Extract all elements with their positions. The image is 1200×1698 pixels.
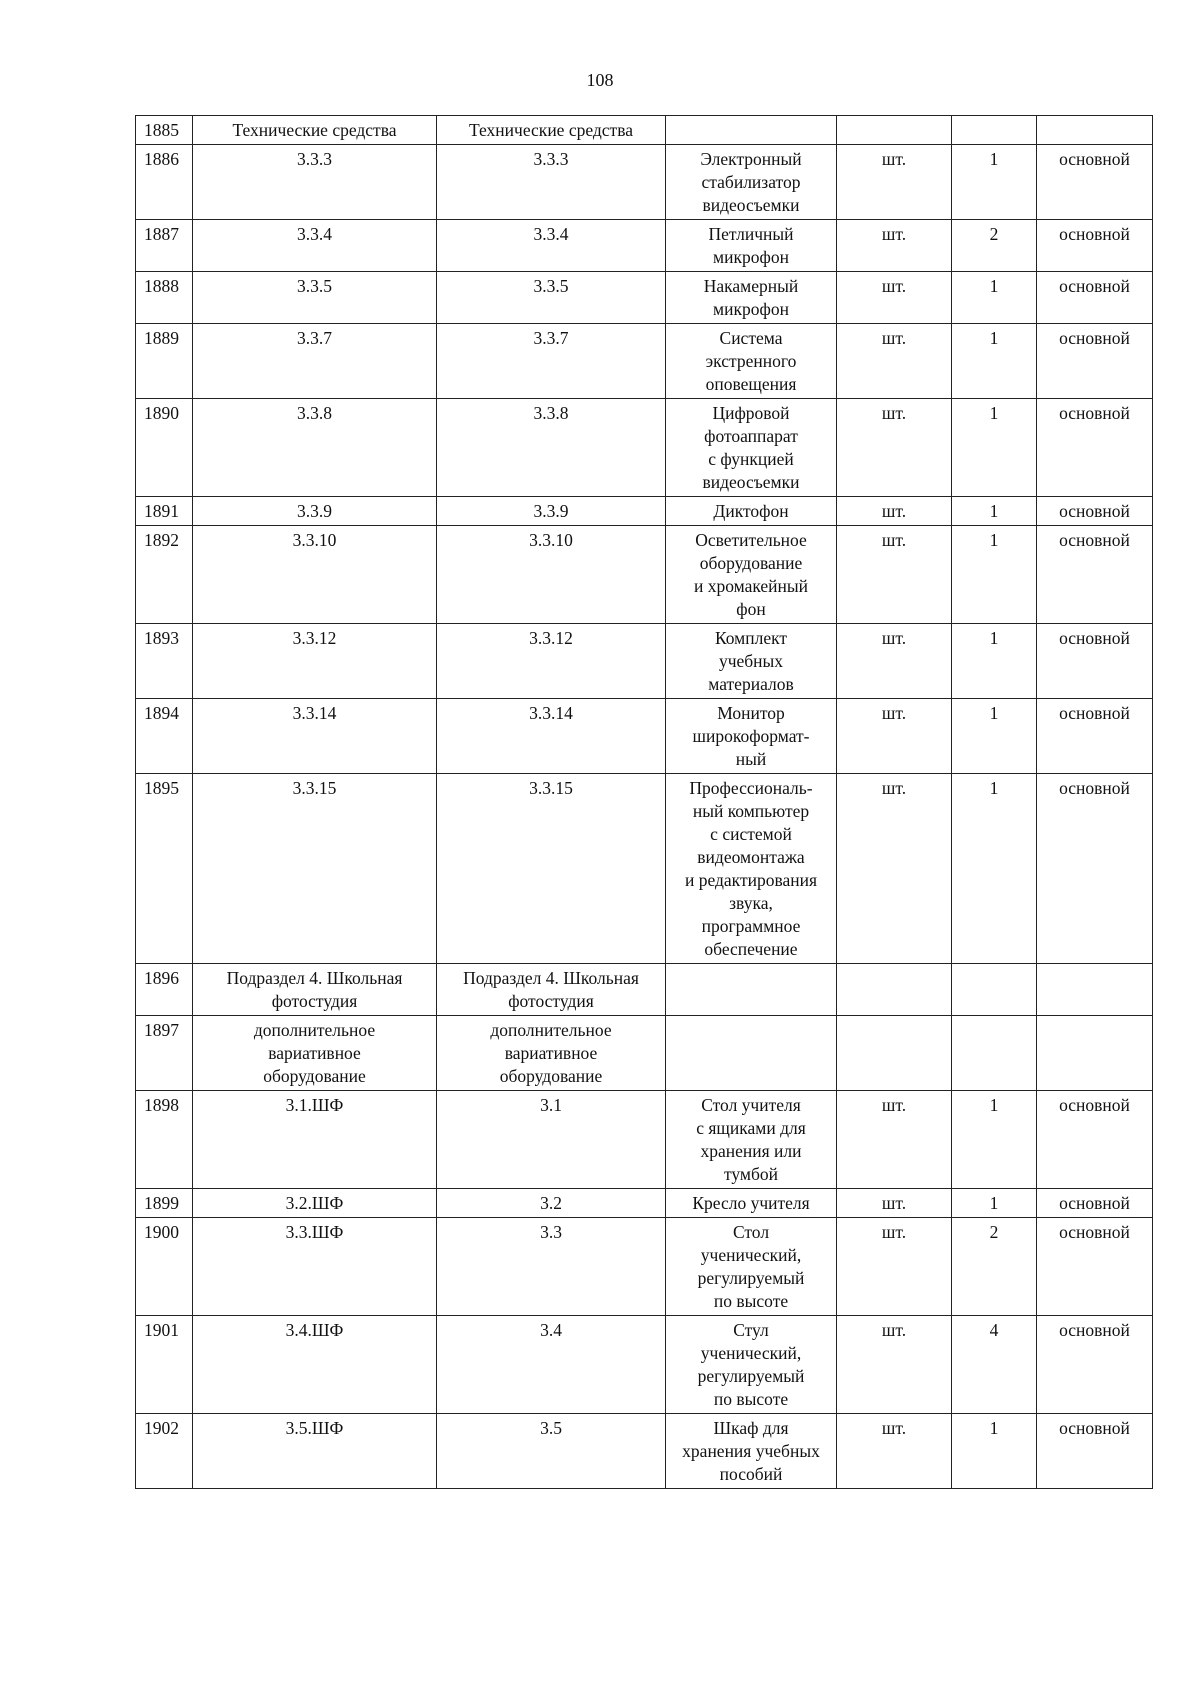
item-name-cell: Цифровой фотоаппарат с функцией видеосъемки — [666, 399, 837, 497]
type-cell: основной — [1037, 1414, 1153, 1489]
unit-cell: шт. — [837, 699, 952, 774]
code-cell: Подраздел 4. Школьная фотостудия — [193, 964, 437, 1016]
row-number-cell: 1898 — [136, 1091, 193, 1189]
code-cell: 3.3.ШФ — [193, 1218, 437, 1316]
table-row — [136, 964, 1153, 1016]
quantity-cell: 1 — [952, 624, 1037, 699]
item-name-cell: Профессиональ- ный компьютер с системой видеомонтажа и редактирования звука, программное обеспечение — [666, 774, 837, 964]
item-name-cell: Комплект учебных материалов — [666, 624, 837, 699]
code-cell: 3.3.7 — [193, 324, 437, 399]
table-row — [136, 1218, 1153, 1316]
row-number-cell: 1885 — [136, 116, 193, 145]
item-name-cell: Шкаф для хранения учебных пособий — [666, 1414, 837, 1489]
type-cell: основной — [1037, 699, 1153, 774]
item-name-cell — [666, 116, 837, 145]
type-cell — [1037, 1016, 1153, 1091]
unit-cell: шт. — [837, 272, 952, 324]
item-name-cell: Осветительное оборудование и хромакейный фон — [666, 526, 837, 624]
type-cell — [1037, 116, 1153, 145]
row-number-cell: 1902 — [136, 1414, 193, 1489]
unit-cell: шт. — [837, 497, 952, 526]
unit-cell: шт. — [837, 1316, 952, 1414]
subcode-cell: 3.3.3 — [437, 145, 666, 220]
row-number-cell: 1899 — [136, 1189, 193, 1218]
unit-cell: шт. — [837, 526, 952, 624]
item-name-cell: Система экстренного оповещения — [666, 324, 837, 399]
row-number-cell: 1900 — [136, 1218, 193, 1316]
item-name-cell: Стул ученический, регулируемый по высоте — [666, 1316, 837, 1414]
subcode-cell: 3.5 — [437, 1414, 666, 1489]
quantity-cell — [952, 964, 1037, 1016]
item-name-cell — [666, 1016, 837, 1091]
subcode-cell: 3.3.8 — [437, 399, 666, 497]
code-cell: 3.3.15 — [193, 774, 437, 964]
subcode-cell: дополнительное вариативное оборудование — [437, 1016, 666, 1091]
unit-cell — [837, 116, 952, 145]
row-number-cell: 1895 — [136, 774, 193, 964]
table-row — [136, 324, 1153, 399]
code-cell: дополнительное вариативное оборудование — [193, 1016, 437, 1091]
quantity-cell: 1 — [952, 774, 1037, 964]
unit-cell — [837, 1016, 952, 1091]
table-row — [136, 526, 1153, 624]
item-name-cell — [666, 964, 837, 1016]
subcode-cell: 3.1 — [437, 1091, 666, 1189]
row-number-cell: 1889 — [136, 324, 193, 399]
subcode-cell: 3.4 — [437, 1316, 666, 1414]
subcode-cell: 3.3.14 — [437, 699, 666, 774]
item-name-cell: Электронный стабилизатор видеосъемки — [666, 145, 837, 220]
subcode-cell: 3.3.12 — [437, 624, 666, 699]
code-cell: 3.3.9 — [193, 497, 437, 526]
unit-cell: шт. — [837, 1414, 952, 1489]
type-cell: основной — [1037, 399, 1153, 497]
table-row — [136, 145, 1153, 220]
subcode-cell: 3.3 — [437, 1218, 666, 1316]
row-number-cell: 1897 — [136, 1016, 193, 1091]
table-row — [136, 624, 1153, 699]
row-number-cell: 1892 — [136, 526, 193, 624]
table-row — [136, 1091, 1153, 1189]
type-cell: основной — [1037, 220, 1153, 272]
row-number-cell: 1896 — [136, 964, 193, 1016]
code-cell: 3.3.3 — [193, 145, 437, 220]
type-cell: основной — [1037, 624, 1153, 699]
item-name-cell: Диктофон — [666, 497, 837, 526]
quantity-cell — [952, 116, 1037, 145]
table-row — [136, 116, 1153, 145]
unit-cell: шт. — [837, 399, 952, 497]
subcode-cell: 3.3.7 — [437, 324, 666, 399]
row-number-cell: 1888 — [136, 272, 193, 324]
quantity-cell: 1 — [952, 497, 1037, 526]
table-row — [136, 774, 1153, 964]
item-name-cell: Кресло учителя — [666, 1189, 837, 1218]
table-row — [136, 497, 1153, 526]
code-cell: 3.3.12 — [193, 624, 437, 699]
subcode-cell: 3.3.4 — [437, 220, 666, 272]
quantity-cell: 1 — [952, 145, 1037, 220]
type-cell: основной — [1037, 1189, 1153, 1218]
unit-cell: шт. — [837, 220, 952, 272]
equipment-table — [135, 115, 1153, 1489]
row-number-cell: 1886 — [136, 145, 193, 220]
subcode-cell: 3.3.10 — [437, 526, 666, 624]
code-cell: 3.3.5 — [193, 272, 437, 324]
subcode-cell: 3.3.5 — [437, 272, 666, 324]
item-name-cell: Стол ученический, регулируемый по высоте — [666, 1218, 837, 1316]
code-cell: 3.3.14 — [193, 699, 437, 774]
type-cell: основной — [1037, 1316, 1153, 1414]
quantity-cell: 1 — [952, 272, 1037, 324]
type-cell: основной — [1037, 145, 1153, 220]
type-cell: основной — [1037, 526, 1153, 624]
quantity-cell: 1 — [952, 324, 1037, 399]
type-cell — [1037, 964, 1153, 1016]
quantity-cell: 1 — [952, 526, 1037, 624]
subcode-cell: Подраздел 4. Школьная фотостудия — [437, 964, 666, 1016]
quantity-cell: 1 — [952, 1091, 1037, 1189]
code-cell: 3.5.ШФ — [193, 1414, 437, 1489]
subcode-cell: 3.2 — [437, 1189, 666, 1218]
row-number-cell: 1890 — [136, 399, 193, 497]
table-row — [136, 1414, 1153, 1489]
quantity-cell: 1 — [952, 399, 1037, 497]
subcode-cell: 3.3.9 — [437, 497, 666, 526]
type-cell: основной — [1037, 324, 1153, 399]
item-name-cell: Накамерный микрофон — [666, 272, 837, 324]
code-cell: 3.3.8 — [193, 399, 437, 497]
table-row — [136, 220, 1153, 272]
subcode-cell: Технические средства — [437, 116, 666, 145]
code-cell: 3.4.ШФ — [193, 1316, 437, 1414]
page-number: 108 — [586, 70, 614, 90]
code-cell: 3.3.10 — [193, 526, 437, 624]
unit-cell — [837, 964, 952, 1016]
quantity-cell: 2 — [952, 220, 1037, 272]
row-number-cell: 1887 — [136, 220, 193, 272]
item-name-cell: Монитор широкоформат- ный — [666, 699, 837, 774]
table-row — [136, 1016, 1153, 1091]
row-number-cell: 1894 — [136, 699, 193, 774]
row-number-cell: 1901 — [136, 1316, 193, 1414]
code-cell: 3.1.ШФ — [193, 1091, 437, 1189]
code-cell: Технические средства — [193, 116, 437, 145]
subcode-cell: 3.3.15 — [437, 774, 666, 964]
item-name-cell: Стол учителя с ящиками для хранения или тумбой — [666, 1091, 837, 1189]
unit-cell: шт. — [837, 1218, 952, 1316]
table-body — [136, 116, 1153, 1489]
quantity-cell: 1 — [952, 699, 1037, 774]
type-cell: основной — [1037, 774, 1153, 964]
unit-cell: шт. — [837, 774, 952, 964]
table-row — [136, 399, 1153, 497]
unit-cell: шт. — [837, 624, 952, 699]
unit-cell: шт. — [837, 1091, 952, 1189]
unit-cell: шт. — [837, 1189, 952, 1218]
table-row — [136, 1189, 1153, 1218]
code-cell: 3.3.4 — [193, 220, 437, 272]
quantity-cell — [952, 1016, 1037, 1091]
type-cell: основной — [1037, 272, 1153, 324]
quantity-cell: 1 — [952, 1414, 1037, 1489]
quantity-cell: 2 — [952, 1218, 1037, 1316]
type-cell: основной — [1037, 497, 1153, 526]
quantity-cell: 1 — [952, 1189, 1037, 1218]
table-row — [136, 1316, 1153, 1414]
row-number-cell: 1893 — [136, 624, 193, 699]
unit-cell: шт. — [837, 324, 952, 399]
code-cell: 3.2.ШФ — [193, 1189, 437, 1218]
item-name-cell: Петличный микрофон — [666, 220, 837, 272]
table-row — [136, 272, 1153, 324]
type-cell: основной — [1037, 1218, 1153, 1316]
type-cell: основной — [1037, 1091, 1153, 1189]
quantity-cell: 4 — [952, 1316, 1037, 1414]
table-row — [136, 699, 1153, 774]
unit-cell: шт. — [837, 145, 952, 220]
row-number-cell: 1891 — [136, 497, 193, 526]
